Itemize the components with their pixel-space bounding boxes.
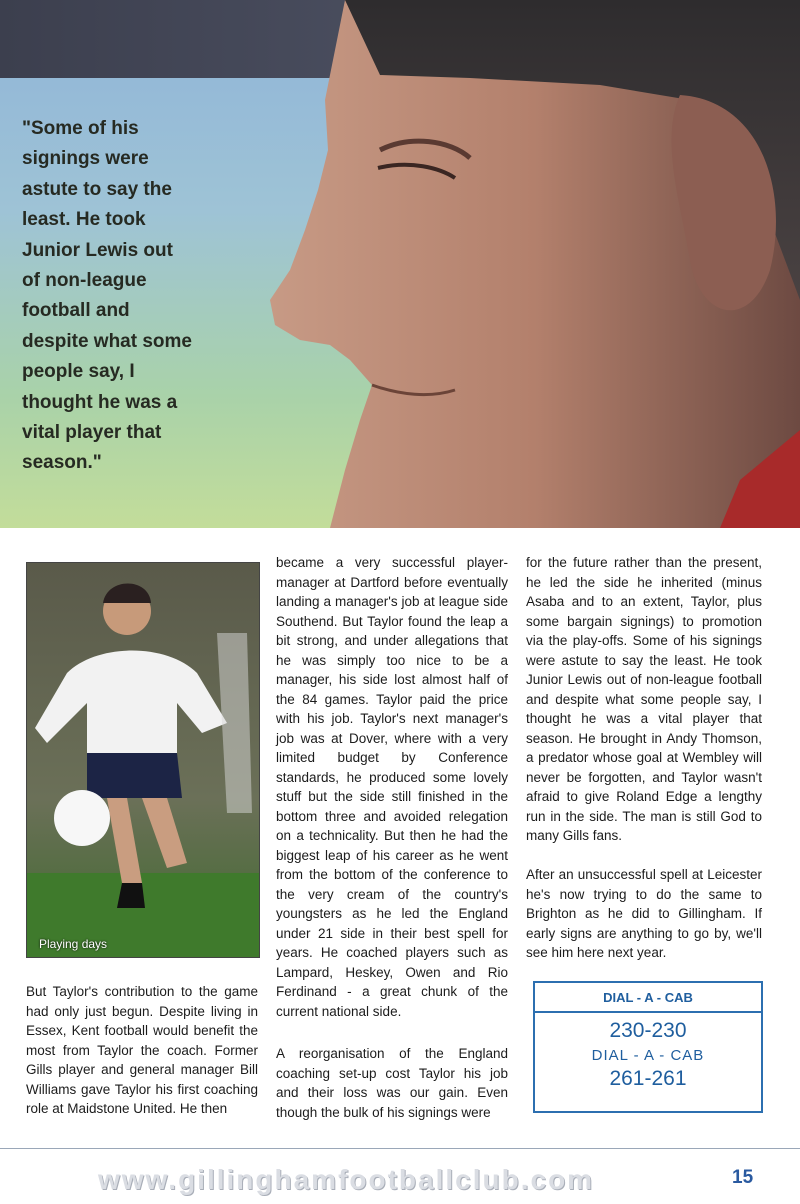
article-column-1: But Taylor's contribution to the game had only just begun. Despite living in Essex, Kent football would benefit the most from Taylor the coach. Former Gills player and general manager Bill Williams gave Taylor his first coaching role at Maidstone United. He then	[26, 984, 258, 1116]
dial-a-cab-advert	[533, 981, 763, 1113]
article-column-2: became a very successful player-manager at Dartford before eventually landing a manager's job at league side Southend. But Taylor found the leap a bit strong, and under allegations that he was simply too nice to be a manager, his side lost almost half of the 84 games. Taylor paid the price with his job. Taylor's next manager's job was at Dover, where with a very limited budget by Conference standards, he produced some lovely stuff but the side still finished in the bottom three and avoided relegation on a technicality. But then he had the biggest leap of his career as he went from the bottom of the conference to the very cream of the country's youngsters as he led the England under 21 side in their best spell for years. He coached players such as Lampard, Heskey, Owen and Rio Ferdinand - a great chunk of the current national side.	[276, 555, 508, 1019]
hero-image	[0, 0, 800, 528]
article-column-2-continued: A reorganisation of the England coaching set-up cost Taylor his job and their loss was our gain. Even though the bulk of his signings were	[276, 1046, 508, 1120]
article-column-3-continued: After an unsuccessful spell at Leicester he's now trying to do the same to Brighton as he did to Gillingham. If early signs are anything to go by, we'll see him here next year.	[526, 867, 762, 960]
advert-header: DIAL - A - CAB	[535, 983, 761, 1013]
pull-quote: "Some of his signings were astute to say the least. He took Junior Lewis out of non-league football and despite what some people say, I thought he was a vital player that season."	[22, 118, 192, 474]
page-number: 15	[732, 1167, 754, 1188]
footer-url[interactable]: www.gillinghamfootballclub.com	[98, 1164, 595, 1195]
advert-phone-1: 230-230	[609, 1019, 687, 1042]
photo-caption: Playing days	[39, 937, 108, 951]
footer-divider	[0, 1148, 800, 1149]
player-photo-illustration	[27, 563, 259, 957]
advert-phone-2: 261-261	[609, 1067, 687, 1090]
player-photo	[26, 562, 260, 958]
advert-subtitle: DIAL - A - CAB	[591, 1047, 705, 1064]
article-column-3: for the future rather than the present, he led the side he inherited (minus Asaba and to an extent, Taylor, plus some bargain signings) to promotion via the play-offs. Some of his signings were astute to say the least. He took Junior Lewis out of non-league football and despite what some people say, I thought he was a vital player that season. He brought in Andy Thomson, a predator whose goal at Wembley will never be forgotten, and Taylor wasn't afraid to give Roland Edge a lengthy run in the side. The man is still God to many Gills fans.	[526, 555, 762, 843]
